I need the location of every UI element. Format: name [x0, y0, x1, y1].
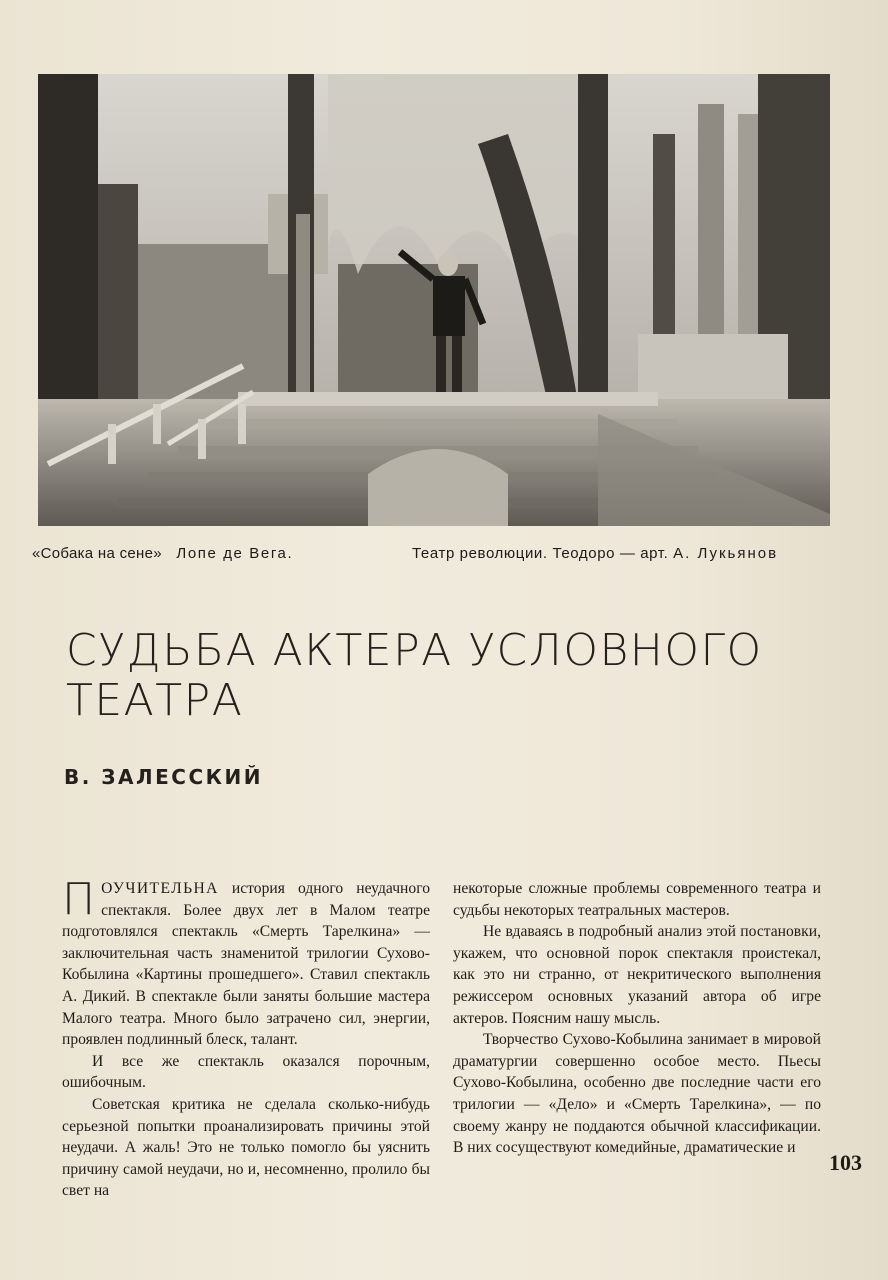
article-column-left — [62, 874, 430, 1202]
stage-scene-image — [38, 74, 830, 526]
theatre-role: Театр революции. Теодоро — арт. — [412, 545, 669, 562]
paragraph — [62, 874, 430, 1051]
drop-cap: П — [62, 874, 96, 925]
photo-caption-right — [412, 545, 778, 562]
actor-name: А. Лукьянов — [673, 545, 779, 562]
paragraph: И все же спектакль оказался порочным, ошибочным. — [62, 1052, 430, 1092]
lead-word: ОУЧИТЕЛЬНА — [101, 880, 219, 897]
article-column-right — [453, 878, 821, 1159]
paragraph: Советская критика не сделала сколько-нибудь серьезной попытки проанализировать причины этой неудачи. А жаль! Это не только помогло бы уяснить причину самой неудачи, но и, несомненно, пролило бы свет на — [62, 1095, 430, 1200]
playwright: Лопе де Вега. — [176, 545, 294, 562]
article-title: СУДЬБА АКТЕРА УСЛОВНОГО ТЕАТРА — [66, 625, 763, 726]
stage-photograph — [38, 74, 830, 526]
article-author: В. ЗАЛЕССКИЙ — [64, 765, 263, 789]
paragraph: некоторые сложные проблемы современного театра и судьбы некоторых театральных мастеров. — [453, 880, 821, 919]
paragraph: Творчество Сухово-Кобылина занимает в мировой драматургии совершенно особое место. Пьесы Сухово-Кобылина, особенно две последние части его трилогии — «Дело» и «Смерть Тарелкина», — по своему жанру не поддаются обычной классификации. В них сосуществуют комедийные, драматические и — [453, 1031, 821, 1157]
paragraph-text: история одного неудачного спектакля. Более двух лет в Малом театре подготовлялся спектакль «Смерть Тарелкина» — заключительная часть знаменитой трилогии Сухово-Кобылина «Картины прошедшего». Ставил спектакль А. Дикий. В спектакле были заняты большие мастера Малого театра. Много было затрачено сил, энергии, проявлен подлинный блеск, талант. — [62, 880, 430, 1049]
paragraph: Не вдаваясь в подробный анализ этой постановки, укажем, что основной порок спектакля проистекал, как это ни странно, от некритического выполнения режиссером основных указаний автора об игре актеров. Поясним нашу мысль. — [453, 923, 821, 1027]
page-number: 103 — [829, 1150, 862, 1175]
play-title: «Собака на сене» — [32, 545, 162, 562]
photo-caption-left — [32, 545, 293, 562]
